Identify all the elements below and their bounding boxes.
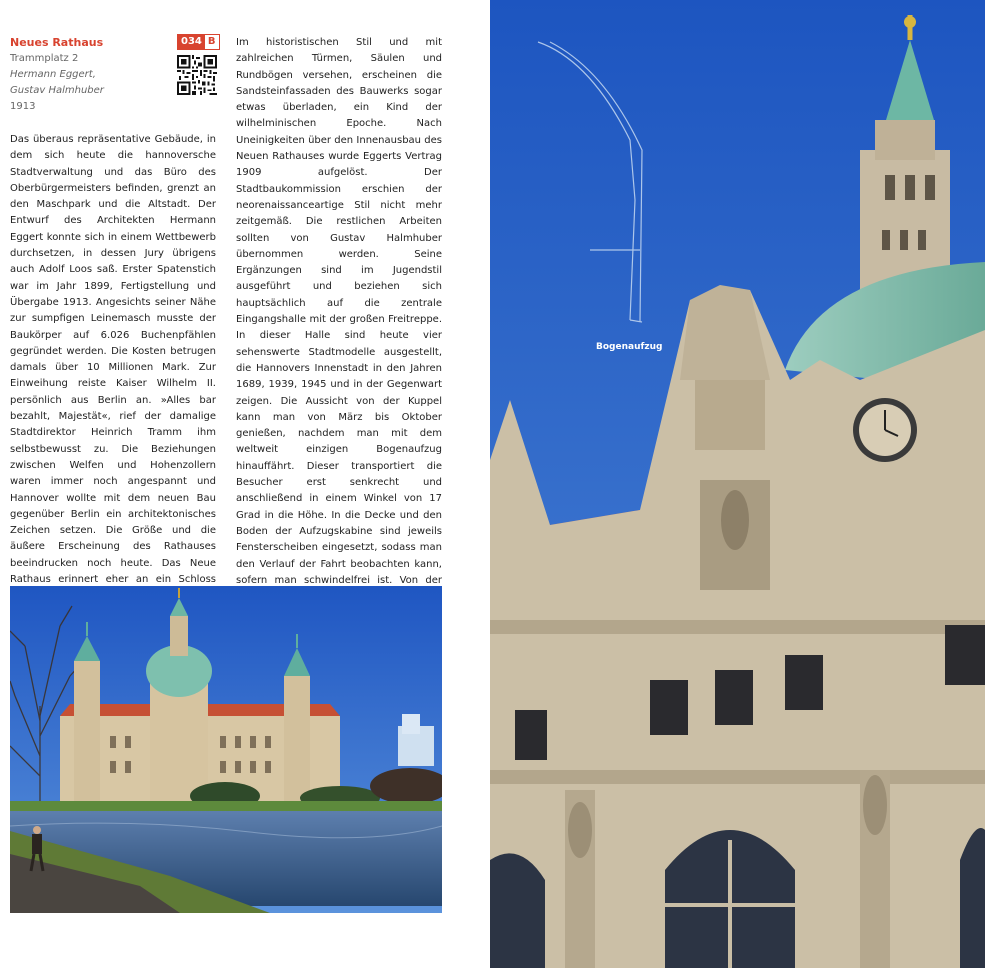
body-text-column-1: Das überaus repräsentative Gebäude, in dem sich heute die hannoversche Stadtverwaltung und das Büro des Oberbürgermeisters befinden, grenzt an den Maschpark und die Altstadt. Der Entwurf des Architekten Hermann Eggert konnte sich in einem Wettbewerb durchsetzen, in dessen Jury übrigens auch Adolf Loos saß. Erster Spatenstich war im Jahr 1899, Fertigstellung und Übergabe 1913. Angesichts seiner Nähe zur sumpfigen Leinemasch musste der Baukörper auf 6.026 Buchenpfählen gegründet werden. Die Kosten betrugen damals über 10 Millionen Mark. Zur Einweihung reiste Kaiser Wilhelm II. persönlich aus Berlin an. »Alles bar bezahlt, Majestät«, rief der damalige Stadtdirektor Heinrich Tramm ihm selbstbewusst zu. Die Beziehungen zwischen Welfen und Hohenzollern waren immer noch angespannt und Hannover wollte mit dem neuen Bau gegenüber Berlin ein architektonisches Zeichen setzen. Die Größe und die äußere Erscheinung des Rathauses beeindrucken noch heute. Das Neue Rathaus erinnert eher an ein Schloss — [10, 134, 216, 586]
rathaus-facade-photo — [490, 0, 985, 968]
photo-caption-label: Bogenaufzug — [596, 342, 663, 352]
body-text-column-2: Im historistischen Stil und mit zahlreichen Türmen, Säulen und Rundbögen versehen, erscheinen die Sandsteinfassaden des Bauwerks sogar etwas überladen, ein Kind der wilhelminischen Epoche. Nach Uneinigkeiten über den Innenausbau des Neuen Rathauses wurde Eggerts Vertrag 1909 aufgelöst. Der Stadtbaukommission erschien der neorenaissanceartige Stil nicht mehr zeitgemäß. Die restlichen Arbeiten sollten von Gustav Halmhuber übernommen werden. Seine Ergänzungen sind im Jugendstil ausgeführt und beziehen sich hauptsächlich auf die zentrale Eingangshalle mit der großen Freitreppe. In dieser Halle sind heute vier sehenswerte Stadtmodelle ausgestellt, die Hannovers Innenstadt in den Jahren 1689, 1939, 1945 und in der Gegenwart zeigen. Die Aussicht von der Kuppel kann man von März bis Oktober genießen, nachdem man mit dem weltweit einzigen Bogenaufzug hinauffährt. Dieser transportiert die Besucher erst senkrecht und anschließend in einem Winkel von 17 Grad in die Höhe. In die Decke und den Boden der Aufzugskabine sind jeweils Fensterscheiben eingesetzt, sodass man den Verlauf der Fahrt beobachten kann, sofern man schwindelfrei ist. Von der — [236, 37, 442, 586]
badge-letter: B — [205, 35, 219, 49]
badge-number: 034 — [178, 35, 205, 49]
entry-architect-1: Hermann Eggert, — [10, 69, 96, 80]
qr-code-icon[interactable] — [177, 55, 217, 95]
entry-number-badge — [177, 34, 220, 50]
left-page — [0, 0, 490, 968]
rathaus-lake-photo — [10, 586, 442, 913]
entry-architect-2: Gustav Halmhuber — [10, 85, 104, 96]
entry-year: 1913 — [10, 101, 36, 112]
entry-title: Neues Rathaus — [10, 36, 104, 49]
entry-address: Trammplatz 2 — [10, 53, 79, 64]
